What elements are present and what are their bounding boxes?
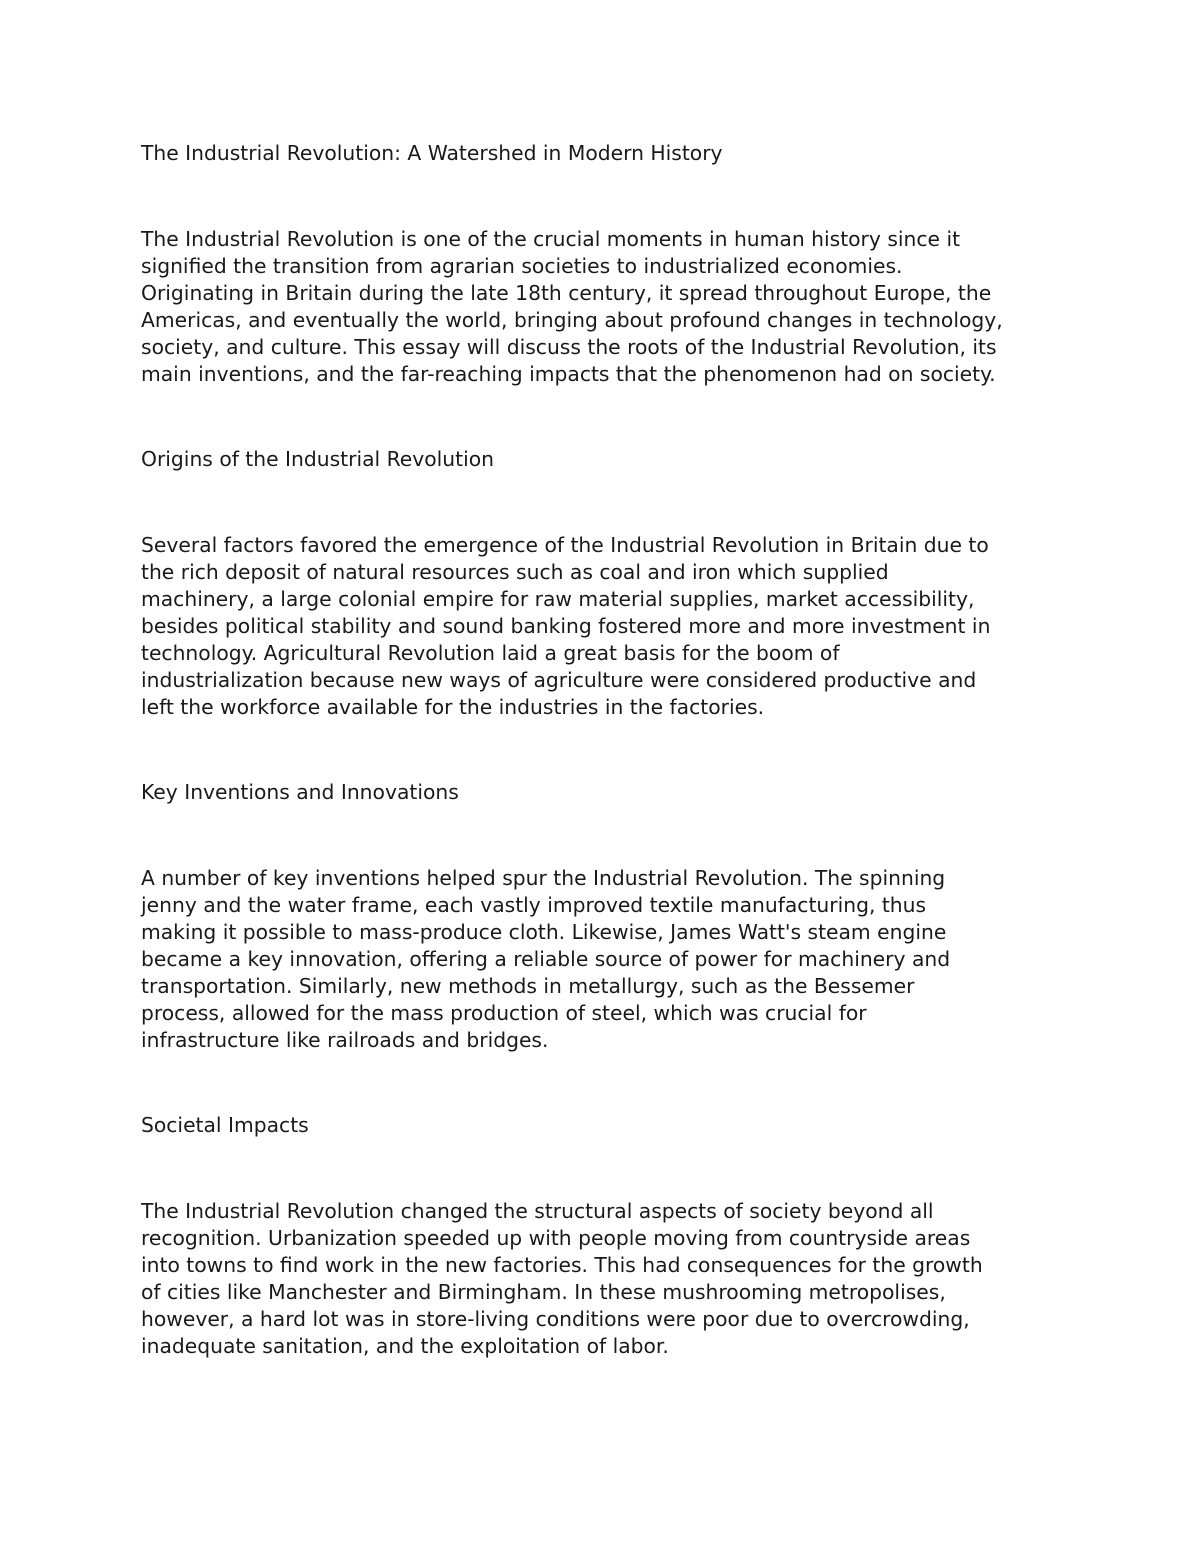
section-paragraph-origins: Several factors favored the emergence of the Industrial Revolution in Britain due to the rich deposit of natural resources such as coal and iron which supplied machinery, a large colonial empire for raw material supplies, market accessibility, besides political stability and sound banking fostered more and more investment in technology. Agricultural Revolution laid a great basis for the boom of industrialization because new ways of agriculture were considered productive and left the workforce available for the industries in the factories.: [141, 533, 991, 719]
intro-paragraph: The Industrial Revolution is one of the crucial moments in human history since it signified the transition from agrarian societies to industrialized economies. Originating in Britain during the late 18th century, it spread throughout Europe, the Americas, and eventually the world, bringing about profound changes in technology, society, and culture. This essay will discuss the roots of the Industrial Revolution, its main inventions, and the far-reaching impacts that the phenomenon had on society.: [141, 227, 1003, 386]
section-heading-origins: Origins of the Industrial Revolution: [141, 447, 495, 471]
section-paragraph-key-inventions: A number of key inventions helped spur the Industrial Revolution. The spinning jenny and the water frame, each vastly improved textile manufacturing, thus making it possible to mass-produce cloth. Likewise, James Watt's steam engine became a key innovation, offering a reliable source of power for machinery and transportation. Similarly, new methods in metallurgy, such as the Bessemer process, allowed for the mass production of steel, which was crucial for infrastructure like railroads and bridges.: [141, 866, 951, 1052]
section-paragraph-societal-impacts: The Industrial Revolution changed the structural aspects of society beyond all recognition. Urbanization speeded up with people moving from countryside areas into towns to find work in the new factories. This had consequences for the growth of cities like Manchester and Birmingham. In these mushrooming metropolises, however, a hard lot was in store-living conditions were poor due to overcrowding, inadequate sanitation, and the exploitation of labor.: [141, 1199, 983, 1358]
section-heading-societal-impacts: Societal Impacts: [141, 1113, 309, 1137]
section-heading-key-inventions: Key Inventions and Innovations: [141, 780, 459, 804]
document-title: The Industrial Revolution: A Watershed in Modern History: [141, 141, 723, 165]
